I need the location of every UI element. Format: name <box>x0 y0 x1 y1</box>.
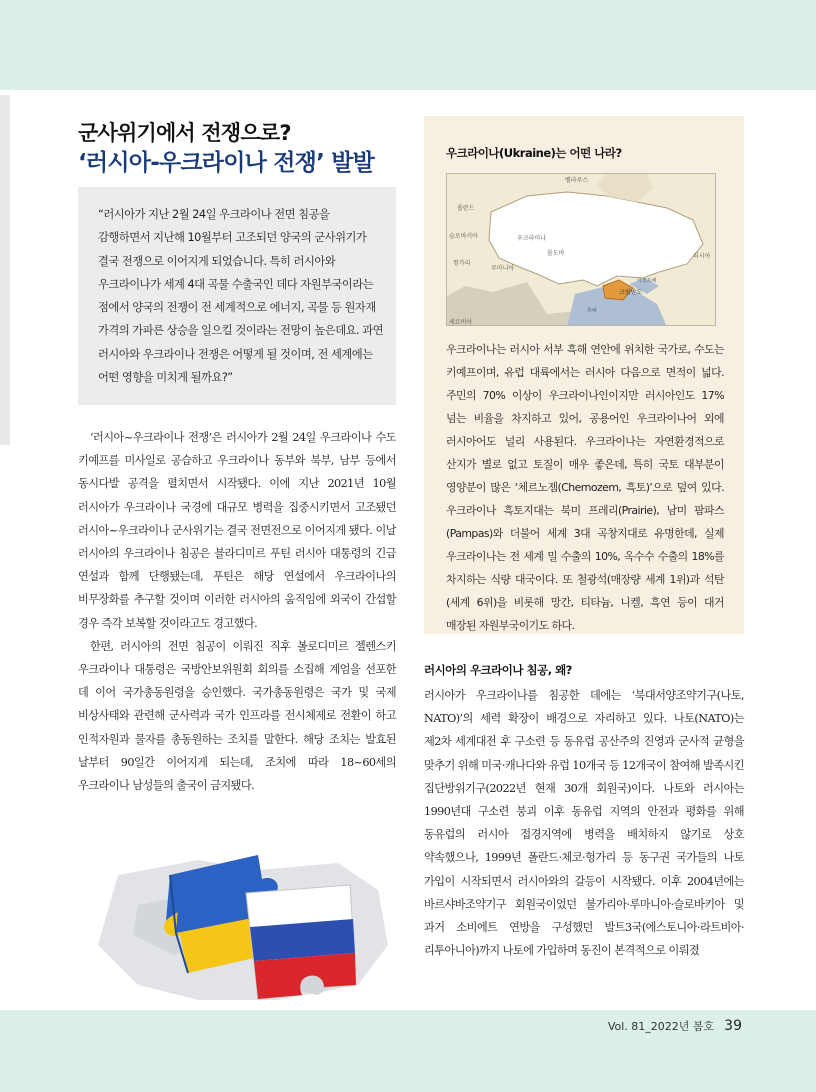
issue-label: Vol. 81_2022년 봄호 <box>607 1020 715 1033</box>
article-left-column <box>78 426 396 797</box>
map-label-ukraine: 우크라이나 <box>517 235 546 242</box>
section-body: 러시아가 우크라이나를 침공한 데에는 ‘북대서양조약기구(나토, NATO)’의 세력 확장이 배경으로 자리하고 있다. 나토(NATO)는 제2차 세계대전 후 구소련 등 동유럽 공산주의 진영과 군사적 균형을 맞추기 위해 미국·캐나다와 유럽 10개국 등 12개국이 참여해 발족시킨 집단방위기구(2022년 현재 30개 회원국)이다. 나토와 러시아는 1990년대 구소련 붕괴 이후 동유럽 지역의 안전과 평화를 위해 동유럽의 러시아 접경지역에 병력을 배치하지 않기로 상호 약속했으나, 1999년 폴란드·체코·헝가리 등 동구권 국가들의 나토 가입이 시작되면서 러시아와의 갈등이 시작됐다. 이후 2004년에는 바르샤바조약기구 회원국이었던 불가리아·루마니아·슬로바키아 및 과거 소비에트 연방을 구성했던 발트3국(에스토니아·라트비아·리투아니아)까지 나토에 가입하며 동진이 본격적으로 이뤄졌 <box>424 689 745 958</box>
puzzle-svg <box>78 835 396 1000</box>
ukraine-map-svg <box>447 174 716 326</box>
intro-quote-box <box>78 187 396 405</box>
article-title-line1: 군사위기에서 전쟁으로? <box>78 121 291 145</box>
flag-puzzle-illustration <box>78 835 396 1000</box>
article-paragraph-2: 한편, 러시아의 전면 침공이 이뤄진 직후 볼로디미르 젤렌스키 우크라이나 대통령은 국방안보위원회 회의를 소집해 계엄을 선포한 데 이어 국가총동원령을 승인했다. 국가총동원령은 국가 및 국제 비상사태와 관련해 군사력과 국가 인프라를 전시체제로 전환이 하고 인적자원과 물자를 총동원하는 조치를 말한다. 해당 조치는 발효된 날부터 90일간 이어지게 되는데, 조치에 따라 18~60세의 우크라이나 남성들의 출국이 금지됐다. <box>78 639 396 793</box>
map-label-moldova: 몰도바 <box>547 250 565 257</box>
map-label-serbia: 세르비아 <box>449 319 473 326</box>
page-number: 39 <box>724 1018 742 1034</box>
top-band <box>0 0 816 90</box>
map-label-slovakia: 슬로바키아 <box>449 233 478 240</box>
sidebar-title: 우크라이나(Ukraine)는 어떤 나라? <box>446 146 622 160</box>
map-label-black-sea: 흑해 <box>587 308 597 314</box>
section-why-invasion <box>424 662 744 962</box>
russia-flag-piece <box>246 885 356 999</box>
sidebar-body: 우크라이나는 러시아 서부 흑해 연안에 위치한 국가로, 수도는 키예프이며, 유럽 대륙에서는 러시아 다음으로 면적이 넓다. 주민의 70% 이상이 우크라이나인이지만 러시아인도 17% 넘는 비율을 차지하고 있어, 공용어인 우크라이나어 외에 러시아어도 널리 사용된다. 우크라이나는 자연환경적으로 산지가 별로 없고 토질이 매우 좋은데, 특히 국토 대부분이 영양분이 많은 ‘체르노젬(Chernozem, 흑토)’으로 덮여 있다. 우크라이나 흑토지대는 북미 프레리(Prairie), 남미 팜파스(Pampas)와 더불어 세계 3대 곡창지대로 유명한데, 실제 우크라이나는 전 세계 밀 수출의 10%, 옥수수 수출의 18%를 차지하는 식량 대국이다. 또 철광석(매장량 세계 1위)과 석탄(세계 6위)을 비롯해 망간, 티타늄, 니켈, 흑연 등이 대거 매장된 자원부국이기도 하다. <box>446 343 724 632</box>
map-label-hungary: 헝가리 <box>453 260 471 267</box>
map-label-azov-sea: 아조프해 <box>637 278 657 284</box>
article-paragraph-1: ‘러시아~우크라이나 전쟁’은 러시아가 2월 24일 우크라이나 수도 키예프를 미사일로 공습하고 우크라이나 동부와 북부, 남부 등에서 동시다발 공격을 펼치면서 시작됐다. 이에 지난 2021년 10월 러시아가 우크라이나 국경에 대규모 병력을 집중시키면서 고조됐던 러시아~우크라이나 군사위기는 결국 전면전으로 이어지게 됐다. 이날 러시아의 우크라이나 침공은 블라디미르 푸틴 러시아 대통령의 긴급 연설과 함께 단행됐는데, 푸틴은 해당 연설에서 우크라이나의 비무장화를 추구할 것이며 이러한 러시아의 움직임에 외국이 간섭할 경우 즉각 보복할 것이라고도 경고했다. <box>78 431 396 630</box>
section-heading: 러시아의 우크라이나 침공, 왜? <box>424 663 572 677</box>
map-label-belarus: 벨라루스 <box>565 177 589 184</box>
ukraine-info-sidebar <box>424 116 744 634</box>
page-footer <box>608 1018 742 1034</box>
map-label-romania: 루마니아 <box>491 265 515 272</box>
left-margin-tab <box>0 95 10 445</box>
ukraine-map <box>446 173 716 326</box>
article-title-line2: ‘러시아-우크라이나 전쟁’ 발발 <box>78 150 375 176</box>
intro-quote-text: “러시아가 지난 2월 24일 우크라이나 전면 침공을 감행하면서 지난해 10월부터 고조되던 양국의 군사위기가 결국 전쟁으로 이어지게 되었습니다. 특히 러시아와 우크라이나가 세계 4대 곡물 수출국인 데다 자원부국이라는 점에서 양국의 전쟁이 전 세계적으로 에너지, 곡물 등 원자재 가격의 가파른 상승을 일으킬 것이라는 전망이 높은데요. 과연 러시아와 우크라이나 전쟁은 어떻게 될 것이며, 전 세계에는 어떤 영향을 미치게 될까요?” <box>98 208 384 385</box>
map-label-poland: 폴란드 <box>457 205 475 212</box>
map-label-russia: 러시아 <box>693 253 711 260</box>
map-label-crimea: 크림반도 <box>619 289 643 296</box>
